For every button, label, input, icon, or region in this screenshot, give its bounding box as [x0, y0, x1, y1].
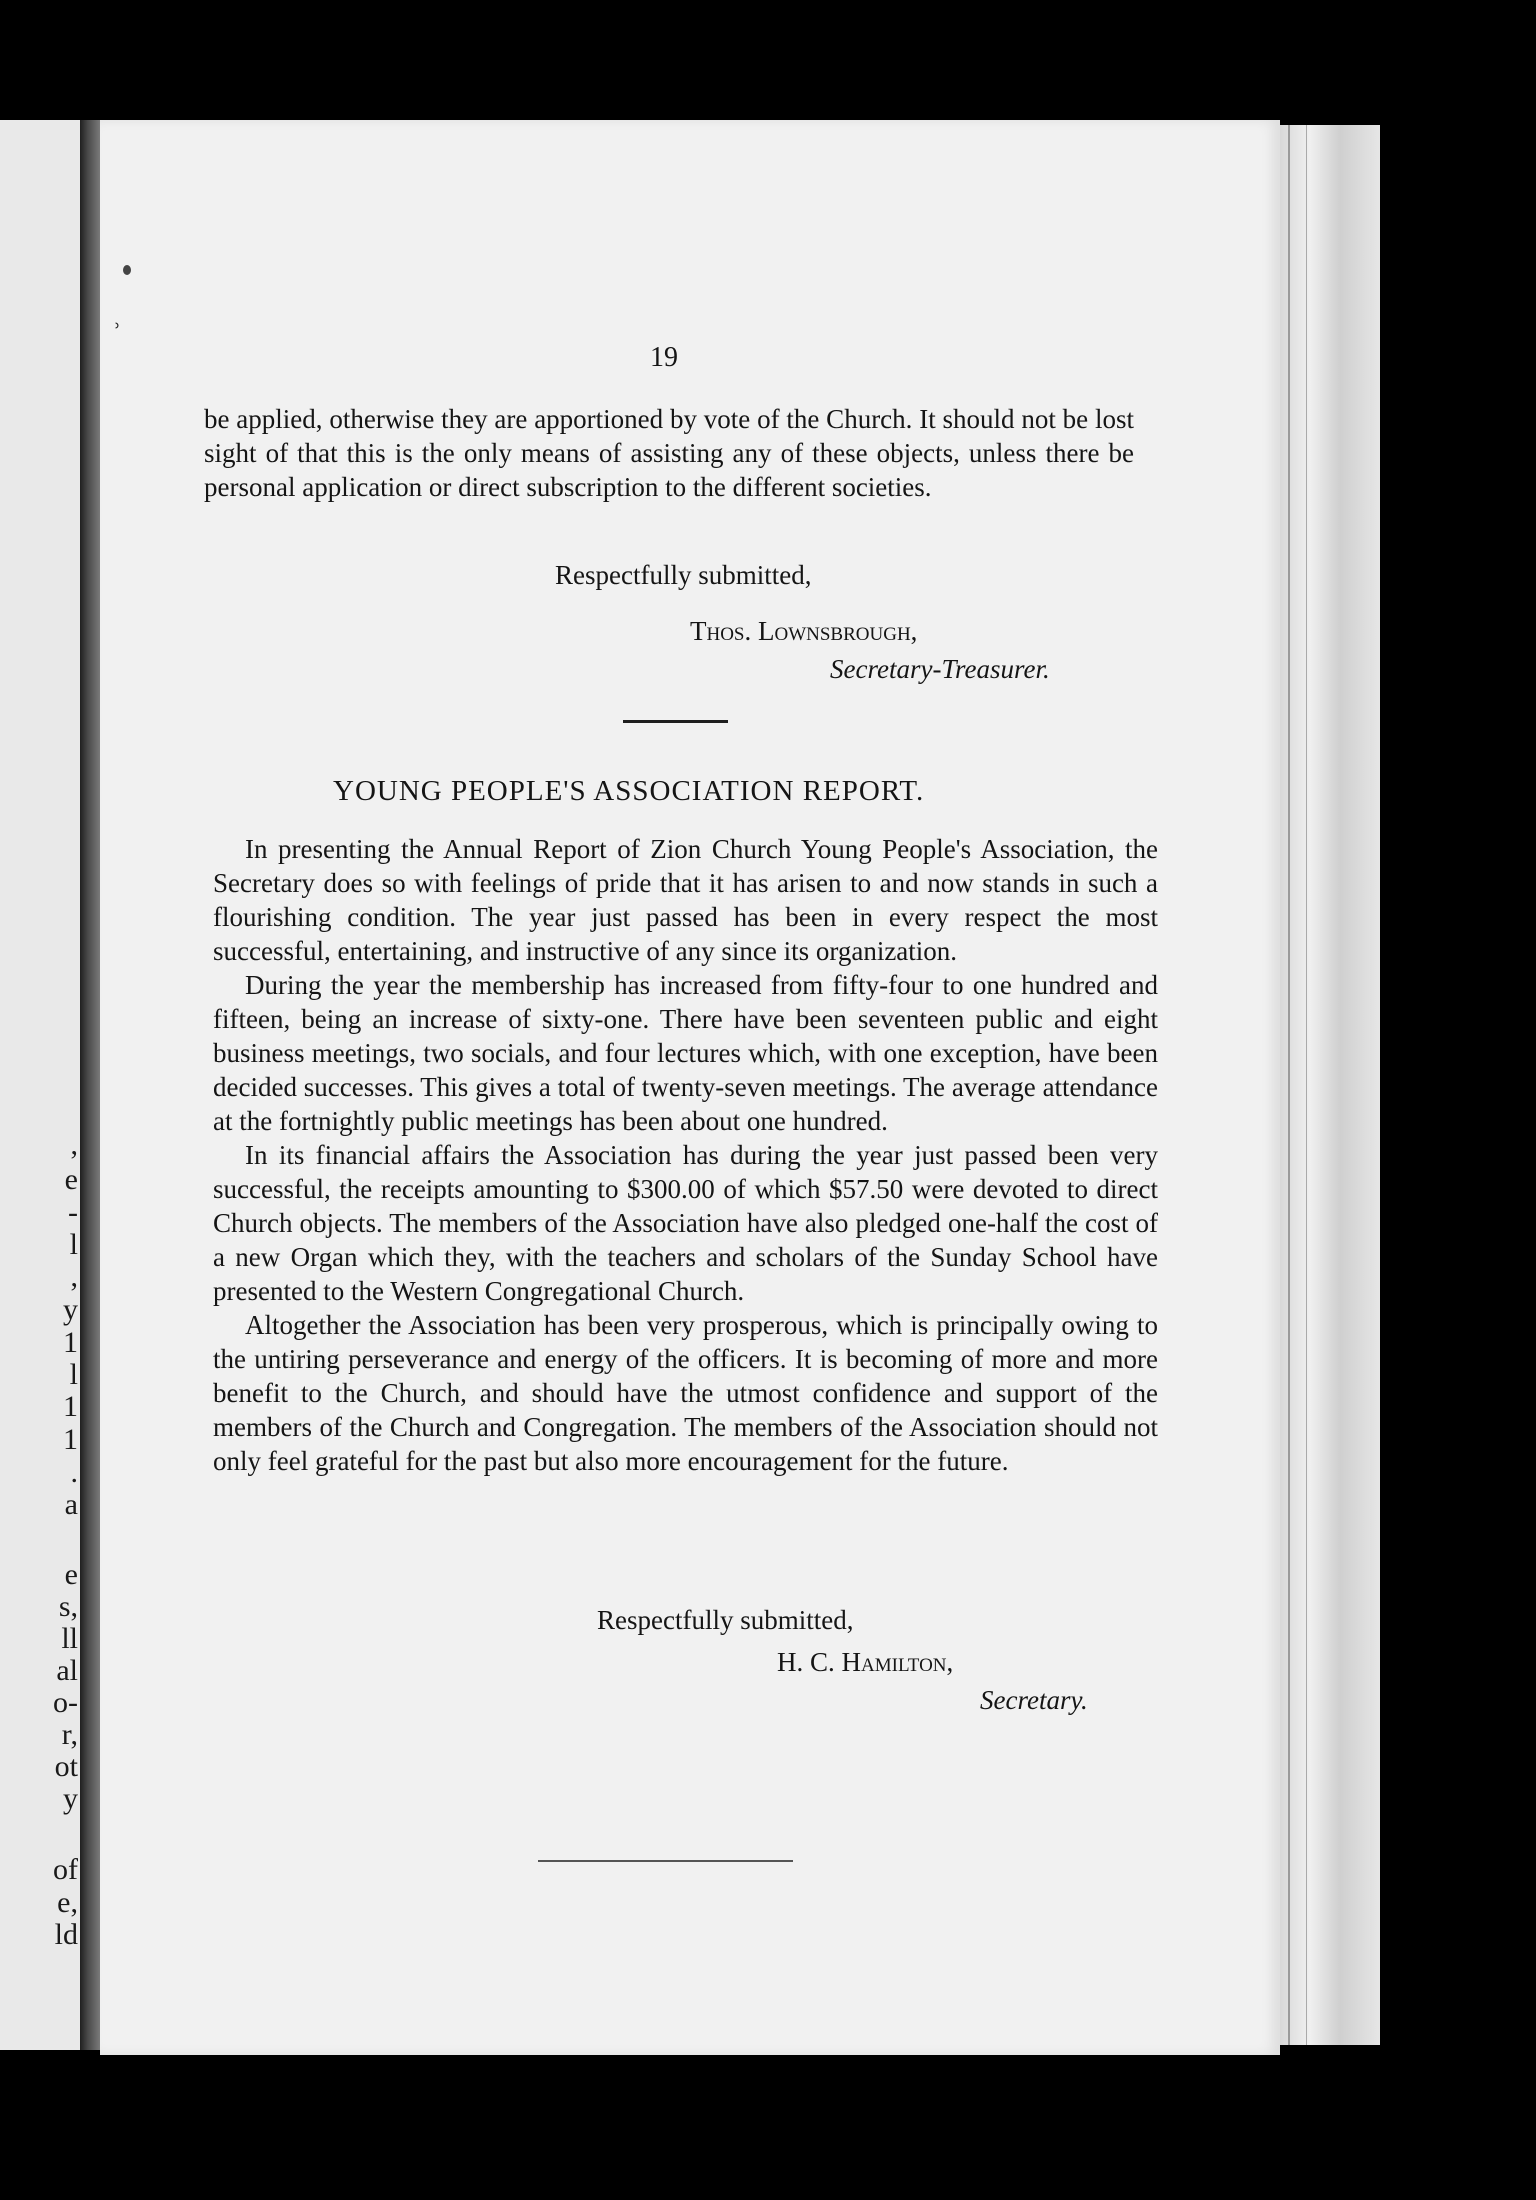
left-fragment: .: [70, 1456, 78, 1489]
signature-closing: Respectfully submitted,: [555, 560, 812, 590]
continuation-text: be applied, otherwise they are apportioned by vote of the Church. It should not be lost sight of that this is the only means of assisting any of these objects, unless there be personal application or direct subscription to the different societies.: [204, 404, 1134, 502]
left-fragment: r,: [61, 1718, 78, 1751]
left-fragment: ld: [54, 1918, 78, 1951]
margin-mark: ʾ: [112, 318, 122, 351]
report-paragraph: Altogether the Association has been very prosperous, which is principally owing to the untiring perseverance and energy of the officers. It is becoming of more and more benefit to the Church, and should have the utmost confidence and support of the members of the Church and Congregation. The members of the Association should not only feel grateful for the past but also more encouragement for the future.: [213, 1310, 1158, 1476]
page-number: 19: [650, 342, 678, 373]
left-fragment: ot: [54, 1750, 78, 1783]
signature-title: Secretary.: [980, 1685, 1088, 1715]
report-body: [213, 832, 1158, 1478]
report-paragraph: In its financial affairs the Association has during the year just passed been very successful, the receipts amounting to $300.00 of which $57.50 were devoted to direct Church objects. The members of the Association have also pledged one-half the cost of a new Organ which they, with the teachers and scholars of the Sunday School have presented to the Western Congregational Church.: [213, 1140, 1158, 1306]
left-fragment: -: [68, 1196, 78, 1229]
left-fragment: 1: [63, 1423, 78, 1456]
signature-closing: Respectfully submitted,: [597, 1605, 854, 1635]
page-edges: [1280, 125, 1380, 2045]
margin-spot: [123, 265, 131, 275]
left-fragment: e,: [57, 1886, 78, 1919]
section-divider: [623, 720, 728, 723]
left-fragment: al: [56, 1654, 78, 1687]
left-fragment: e: [64, 1558, 78, 1591]
book-spine: [80, 120, 100, 2050]
signature-title: Secretary-Treasurer.: [830, 654, 1050, 684]
end-divider: [538, 1860, 793, 1862]
left-fragment: ll: [61, 1622, 78, 1655]
report-heading: YOUNG PEOPLE'S ASSOCIATION REPORT.: [333, 775, 925, 807]
left-fragment: l: [69, 1228, 78, 1261]
report-paragraph: In presenting the Annual Report of Zion Church Young People's Association, the Secretary does so with feelings of pride that it has arisen to and now stands in such a flourishing condition. The year just passed has been in every respect the most successful, entertaining, and instructive of any since its organization.: [213, 834, 1158, 966]
left-fragment: ,: [70, 1128, 78, 1161]
left-fragment: of: [53, 1853, 78, 1886]
report-paragraph: During the year the membership has increased from fifty-four to one hundred and fifteen, being an increase of sixty-one. There have been seventeen public and eight business meetings, two socials, and four lectures which, with one exception, have been decided successes. This gives a total of twenty-seven meetings. The average attendance at the fortnightly public meetings has been about one hundred.: [213, 970, 1158, 1136]
left-fragment: y: [63, 1782, 78, 1815]
signature-name: Thos. Lownsbrough,: [690, 616, 918, 646]
left-fragment: l: [69, 1358, 78, 1391]
left-fragment: s,: [58, 1590, 78, 1623]
left-fragment: y: [63, 1293, 78, 1326]
left-fragment: a: [64, 1488, 78, 1521]
left-fragment: o-: [53, 1686, 78, 1719]
signature-name: H. C. Hamilton,: [777, 1647, 954, 1677]
continuation-paragraph: [204, 402, 1134, 504]
adjacent-page-fragment: [0, 120, 80, 2050]
left-fragment: 1: [63, 1326, 78, 1359]
left-fragment: 1: [63, 1390, 78, 1423]
left-fragment: e: [64, 1163, 78, 1196]
left-fragment: ,: [70, 1260, 78, 1293]
